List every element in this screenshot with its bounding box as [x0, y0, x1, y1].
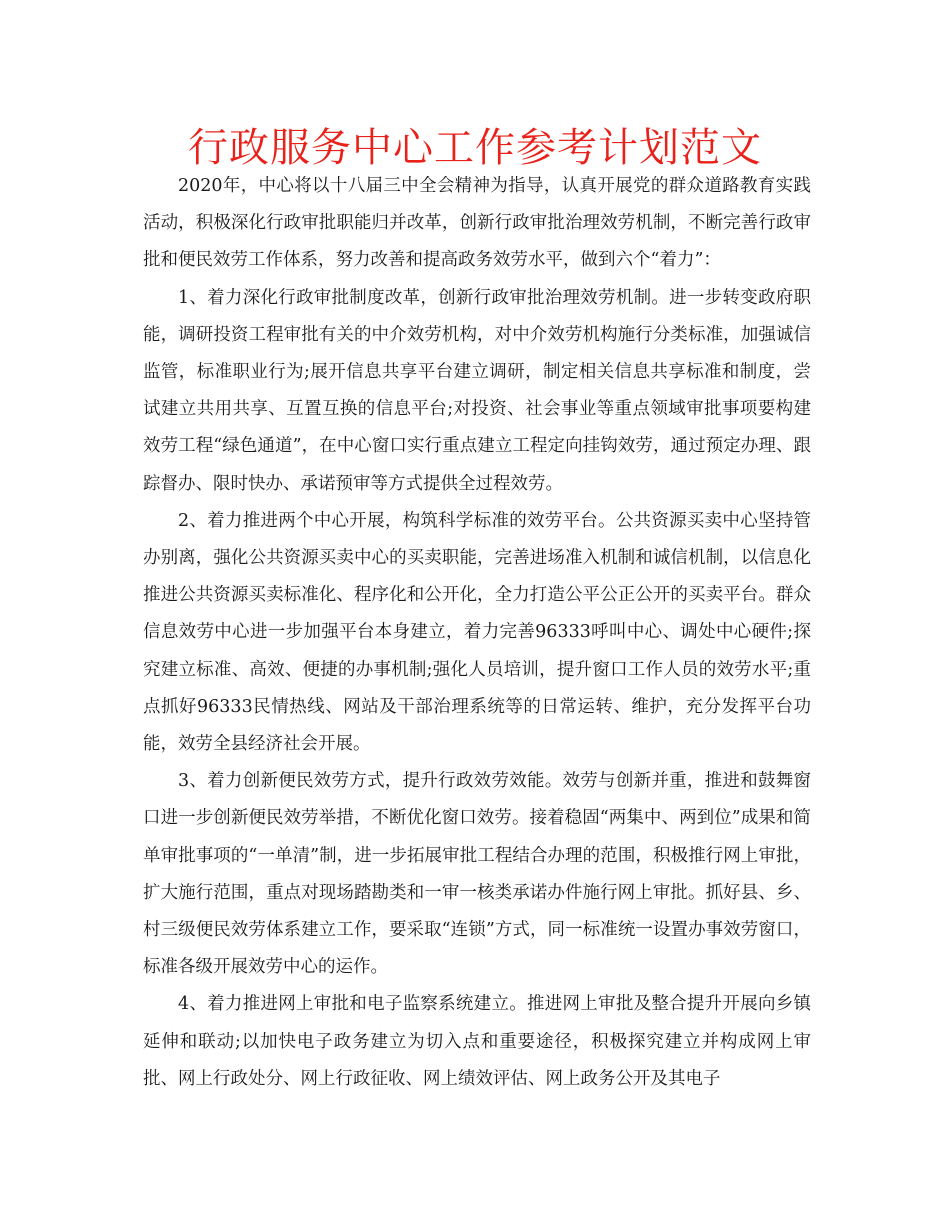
paragraph-item-3: 3、着力创新便民效劳方式，提升行政效劳效能。效劳与创新并重，推进和鼓舞窗口进一步创新便民效劳举措，不断优化窗口效劳。接着稳固“两集中、两到位”成果和简单审批事项的“一单清”制，进一步拓展审批工程结合办理的范围，积极推行网上审批，扩大施行范围，重点对现场踏勘类和一审一核类承诺办件施行网上审批。抓好县、乡、村三级便民效劳体系建立工作，要采取“连锁”方式，同一标准统一设置办事效劳窗口，标准各级开展效劳中心的运作。: [143, 771, 811, 978]
paragraph-item-1: 1、着力深化行政审批制度改革，创新行政审批治理效劳机制。进一步转变政府职能，调研投资工程审批有关的中介效劳机构，对中介效劳机构施行分类标准，加强诚信监管，标准职业行为;展开信息共享平台建立调研，制定相关信息共享标准和制度，尝试建立共用共享、互置互换的信息平台;对投资、社会事业等重点领域审批事项要构建效劳工程“绿色通道”，在中心窗口实行重点建立工程定向挂钩效劳，通过预定办理、跟踪督办、限时快办、承诺预审等方式提供全过程效劳。: [143, 287, 811, 494]
paragraph-item-4: 4、着力推进网上审批和电子监察系统建立。推进网上审批及整合提升开展向乡镇延伸和联动;以加快电子政务建立为切入点和重要途径，积极探究建立并构成网上审批、网上行政处分、网上行政征收、网上绩效评估、网上政务公开及其电子: [143, 994, 811, 1089]
paragraph-intro: 2020年，中心将以十八届三中全会精神为指导，认真开展党的群众道路教育实践活动，积极深化行政审批职能归并改革，创新行政审批治理效劳机制，不断完善行政审批和便民效劳工作体系，努力改善和提高政务效劳水平，做到六个“着力”：: [143, 176, 811, 271]
paragraph-item-2: 2、着力推进两个中心开展，构筑科学标准的效劳平台。公共资源买卖中心坚持管办别离，强化公共资源买卖中心的买卖职能，完善进场准入机制和诚信机制，以信息化推进公共资源买卖标准化、程序化和公开化，全力打造公平公正公开的买卖平台。群众信息效劳中心进一步加强平台本身建立，着力完善96333呼叫中心、调处中心硬件;探究建立标准、高效、便捷的办事机制;强化人员培训，提升窗口工作人员的效劳水平;重点抓好96333民情热线、网站及干部治理系统等的日常运转、维护，充分发挥平台功能，效劳全县经济社会开展。: [143, 510, 811, 755]
document-body: [143, 168, 811, 1098]
document-title: 行政服务中心工作参考计划范文: [188, 125, 762, 171]
